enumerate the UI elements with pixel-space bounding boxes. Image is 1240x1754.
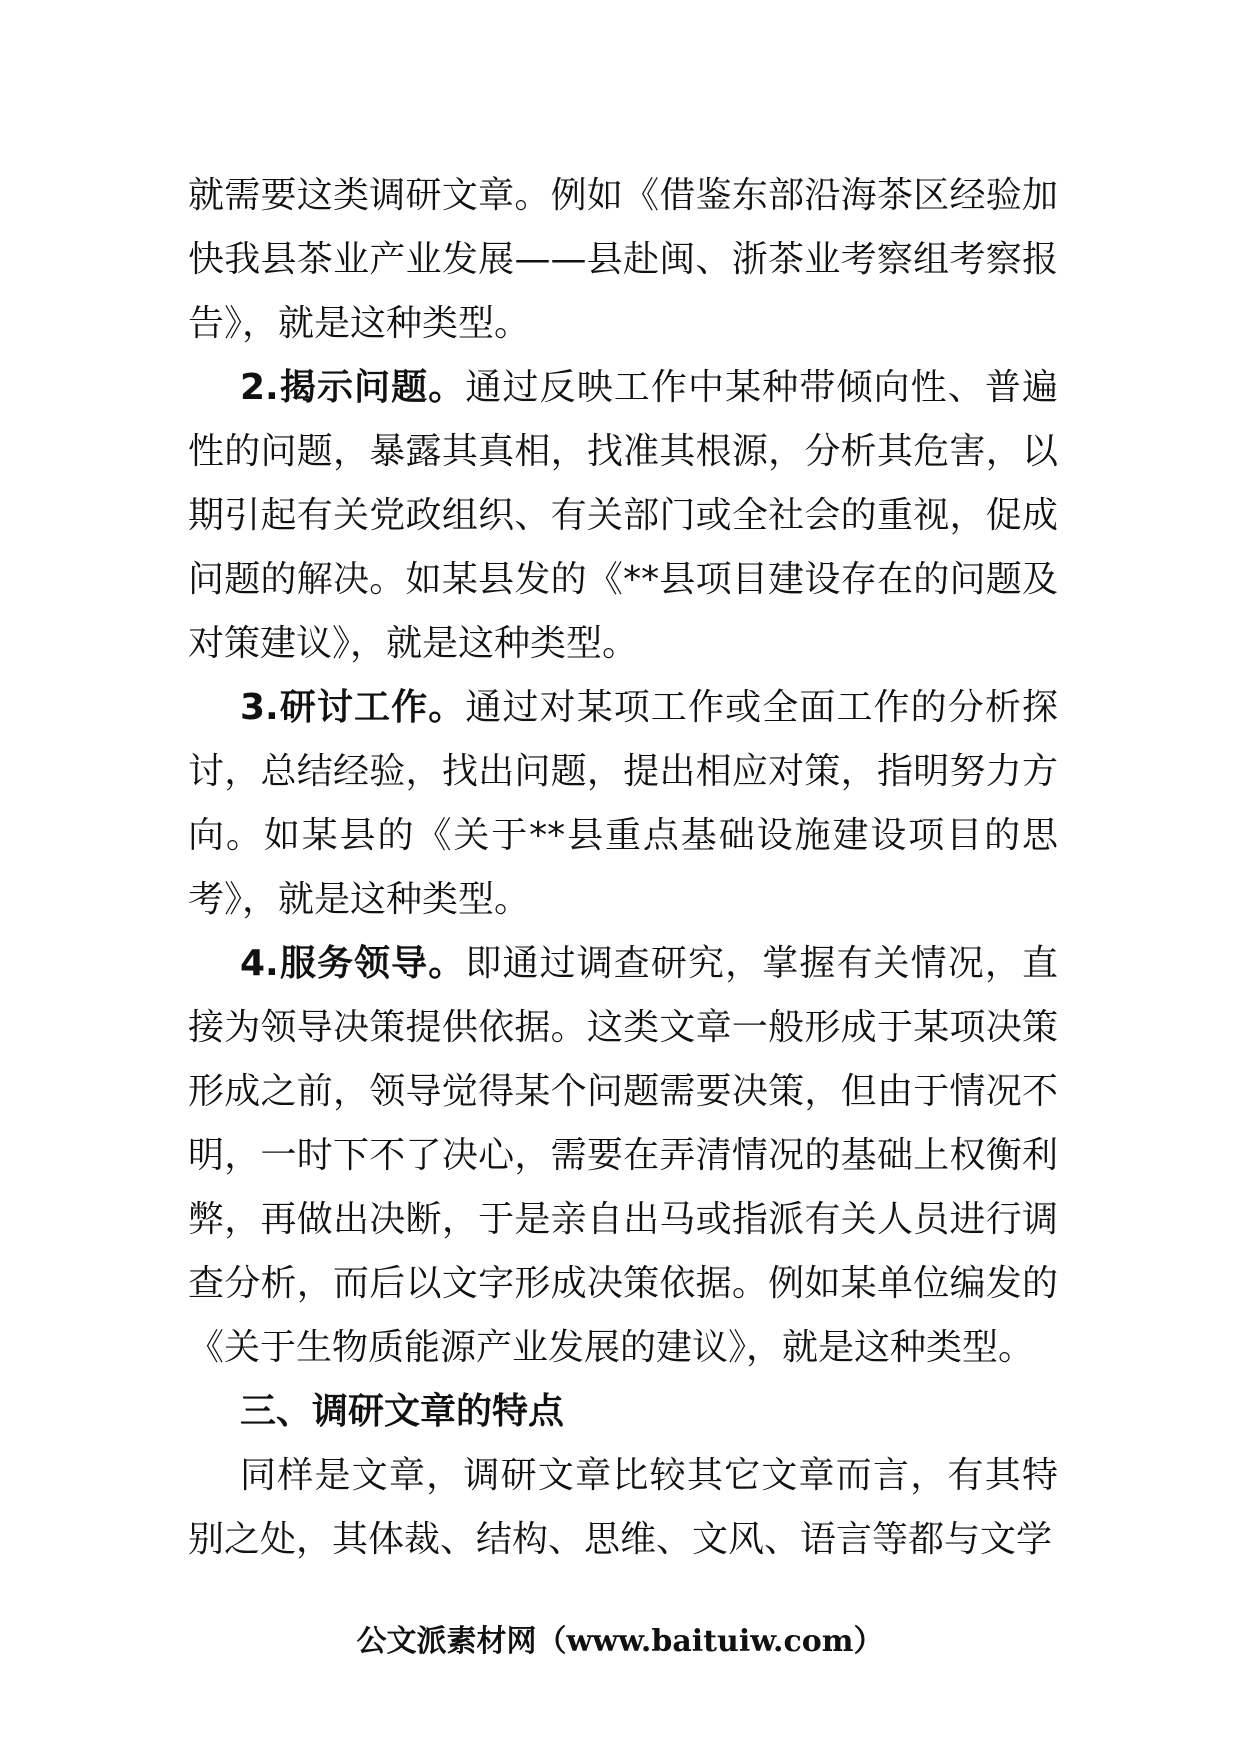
intro-continuation-paragraph: 就需要这类调研文章。例如《借鉴东部沿海茶区经验加快我县茶业产业发展——县赴闽、浙茶业考察组考察报告》，就是这种类型。 — [188, 175, 1058, 344]
document-body — [188, 164, 1058, 1572]
item-paragraph-2 — [188, 356, 1058, 676]
item-lead-4: 4.服务领导。 — [240, 943, 466, 984]
item-lead-3: 3.研讨工作。 — [240, 687, 466, 728]
item-paragraph-3 — [188, 676, 1058, 932]
item-text-4: 即通过调查研究，掌握有关情况，直接为领导决策提供依据。这类文章一般形成于某项决策形成之前，领导觉得某个问题需要决策，但由于情况不明，一时下不了决心，需要在弄清情况的基础上权衡利弊，再做出决断，于是亲自出马或指派有关人员进行调查分析，而后以文字形成决策依据。例如某单位编发的《关于生物质能源产业发展的建议》，就是这种类型。 — [188, 943, 1058, 1368]
item-lead-2: 2.揭示问题。 — [240, 367, 466, 408]
section-heading: 三、调研文章的特点 — [240, 1391, 565, 1432]
item-text-2: 通过反映工作中某种带倾向性、普遍性的问题，暴露其真相，找准其根源，分析其危害，以期引起有关党政组织、有关部门或全社会的重视，促成问题的解决。如某县发的《**县项目建设存在的问题及对策建议》，就是这种类型。 — [188, 367, 1058, 664]
section-paragraph: 同样是文章，调研文章比较其它文章而言，有其特别之处，其体裁、结构、思维、文风、语言等都与文学 — [188, 1455, 1058, 1560]
item-paragraph-4 — [188, 932, 1058, 1380]
footer-watermark: 公文派素材网（www.baituiw.com） — [356, 1624, 884, 1659]
item-text-3: 通过对某项工作或全面工作的分析探讨，总结经验，找出问题，提出相应对策，指明努力方向。如某县的《关于**县重点基础设施建设项目的思考》，就是这种类型。 — [188, 687, 1058, 920]
